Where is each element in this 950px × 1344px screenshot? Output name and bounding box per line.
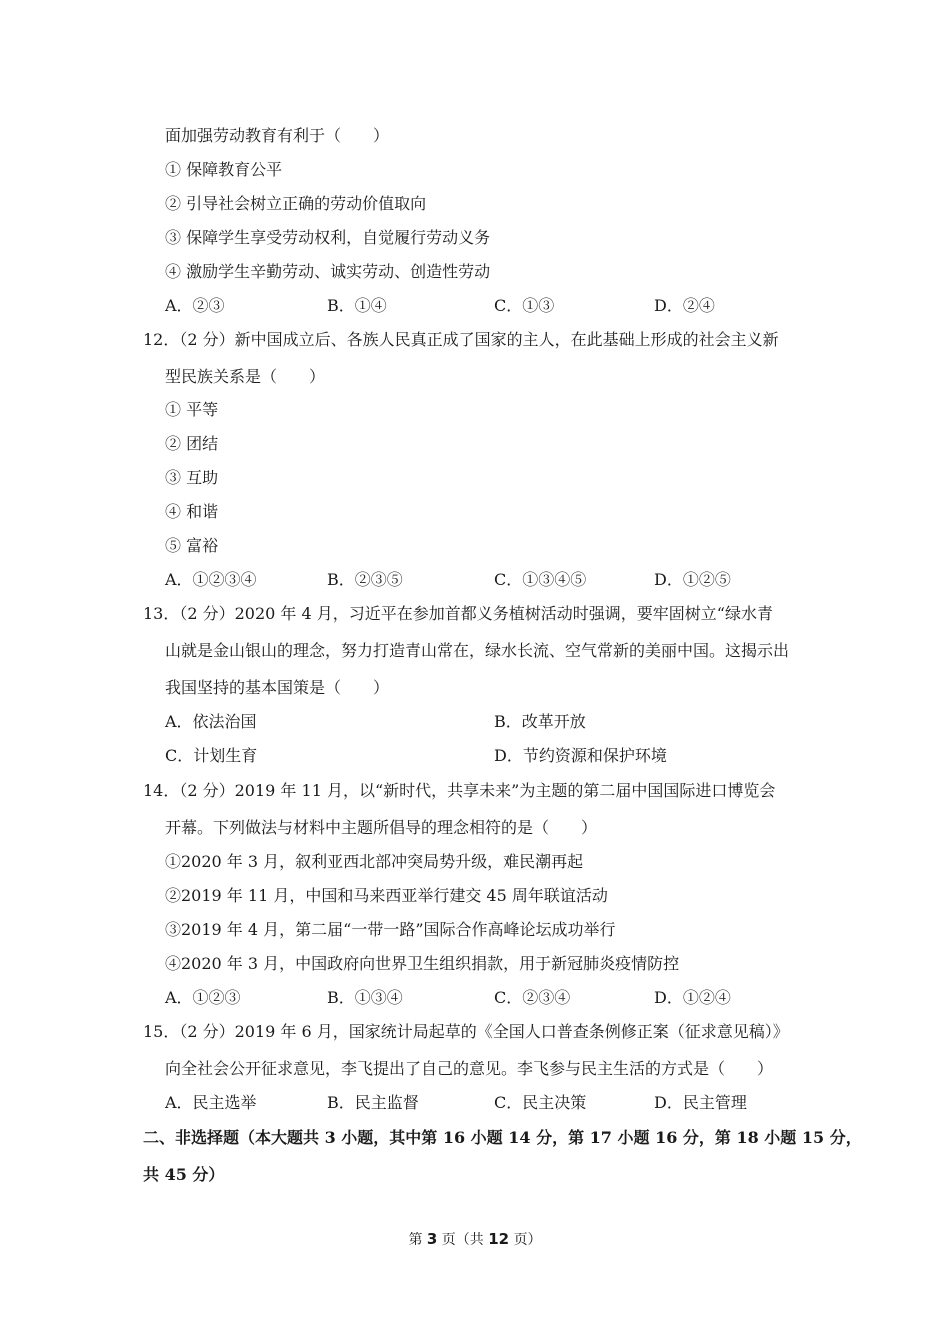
footer-page-number: 3 (426, 1230, 438, 1248)
q15-option-d: D．民主管理 (654, 1093, 747, 1112)
q14-option-d: D．①②④ (654, 988, 731, 1007)
footer-prefix: 第 (408, 1232, 423, 1248)
q12-item-1: ① 平等 (165, 400, 219, 419)
q14-option-b: B．①③④ (327, 988, 403, 1007)
q12-item-2: ② 团结 (165, 434, 219, 453)
q14-item-1: ①2020 年 3 月，叙利亚西北部冲突局势升级，难民潮再起 (165, 852, 584, 871)
q12-item-5: ⑤ 富裕 (165, 536, 219, 555)
q13-option-d: D．节约资源和保护环境 (494, 746, 667, 765)
q12-option-d: D．①②⑤ (654, 570, 731, 589)
q13-option-b: B．改革开放 (494, 712, 586, 731)
page-footer (0, 1229, 950, 1250)
q11-option-d: D．②④ (654, 296, 715, 315)
q11-stem-continued: 面加强劳动教育有利于（ ） (165, 126, 390, 145)
footer-total-pages: 12 (488, 1230, 510, 1248)
q11-option-b: B．①④ (327, 296, 387, 315)
q14-item-4: ④2020 年 3 月，中国政府向世界卫生组织捐款，用于新冠肺炎疫情防控 (165, 954, 680, 973)
q11-option-c: C．①③ (494, 296, 555, 315)
q14-item-2: ②2019 年 11 月，中国和马来西亚举行建交 45 周年联谊活动 (165, 886, 608, 905)
q15-stem-line-1: 15．（2 分）2019 年 6 月，国家统计局起草的《全国人口普查条例修正案（征求意见稿）》 (143, 1022, 789, 1041)
section-heading-line-2: 共 45 分） (143, 1165, 225, 1184)
q14-option-c: C．②③④ (494, 988, 571, 1007)
q15-option-c: C．民主决策 (494, 1093, 587, 1112)
q11-option-a: A．②③ (165, 296, 225, 315)
q12-option-c: C．①③④⑤ (494, 570, 587, 589)
q14-option-a: A．①②③ (165, 988, 241, 1007)
q11-item-3: ③ 保障学生享受劳动权利，自觉履行劳动义务 (165, 228, 491, 247)
q13-option-a: A．依法治国 (165, 712, 257, 731)
q12-item-3: ③ 互助 (165, 468, 219, 487)
footer-suffix: 页） (513, 1232, 542, 1248)
q12-stem-line-1: 12．（2 分）新中国成立后、各族人民真正成了国家的主人，在此基础上形成的社会主义新 (143, 330, 779, 349)
q12-item-4: ④ 和谐 (165, 502, 219, 521)
q13-option-c: C．计划生育 (165, 746, 258, 765)
q15-stem-line-2: 向全社会公开征求意见，李飞提出了自己的意见。李飞参与民主生活的方式是（ ） (165, 1059, 774, 1078)
footer-mid: 页（共 (441, 1232, 484, 1248)
q13-stem-line-3: 我国坚持的基本国策是（ ） (165, 678, 390, 697)
q14-stem-line-2: 开幕。下列做法与材料中主题所倡导的理念相符的是（ ） (165, 818, 598, 837)
q14-item-3: ③2019 年 4 月，第二届“一带一路”国际合作高峰论坛成功举行 (165, 920, 616, 939)
q11-item-1: ① 保障教育公平 (165, 160, 283, 179)
q12-option-b: B．②③⑤ (327, 570, 403, 589)
section-heading-line-1: 二、非选择题（本大题共 3 小题，其中第 16 小题 14 分，第 17 小题 16 分，第 18 小题 15 分， (143, 1128, 862, 1147)
q13-stem-line-2: 山就是金山银山的理念，努力打造青山常在，绿水长流、空气常新的美丽中国。这揭示出 (165, 641, 790, 660)
q15-option-b: B．民主监督 (327, 1093, 419, 1112)
q15-option-a: A．民主选举 (165, 1093, 257, 1112)
q12-option-a: A．①②③④ (165, 570, 257, 589)
q14-stem-line-1: 14．（2 分）2019 年 11 月，以“新时代，共享未来”为主题的第二届中国国际进口博览会 (143, 781, 776, 800)
q13-stem-line-1: 13．（2 分）2020 年 4 月，习近平在参加首都义务植树活动时强调，要牢固树立“绿水青 (143, 604, 773, 623)
q11-item-4: ④ 激励学生辛勤劳动、诚实劳动、创造性劳动 (165, 262, 491, 281)
q12-stem-line-2: 型民族关系是（ ） (165, 367, 326, 386)
q11-item-2: ② 引导社会树立正确的劳动价值取向 (165, 194, 427, 213)
